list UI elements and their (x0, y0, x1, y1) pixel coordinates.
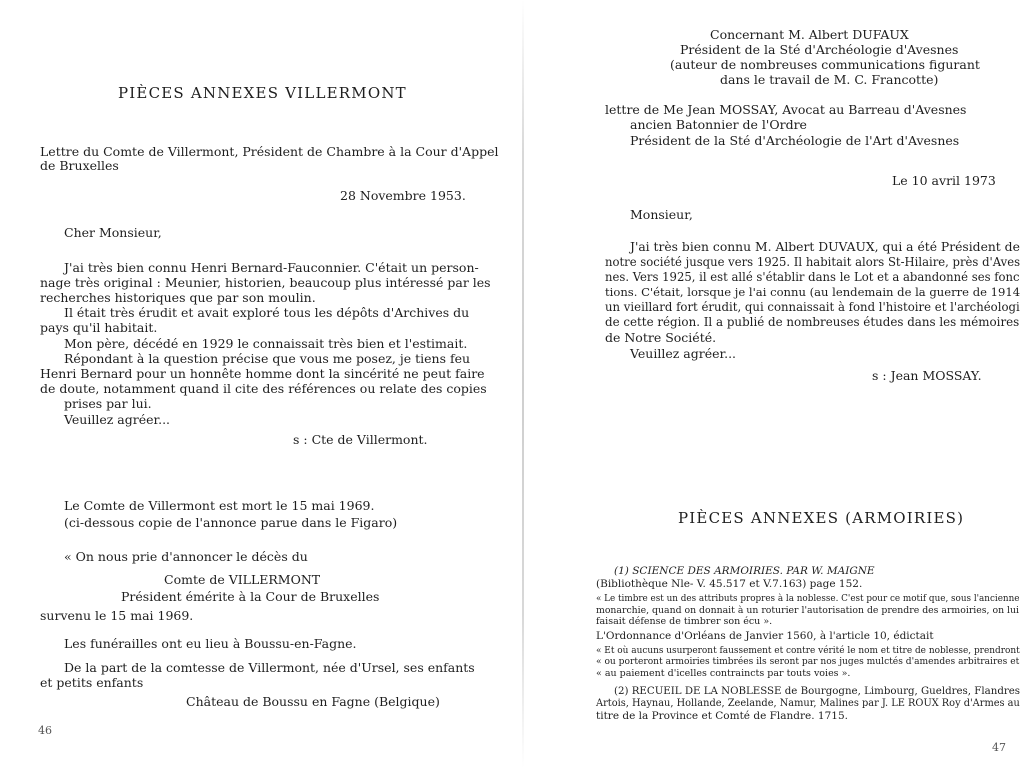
reference-source: (Bibliothèque Nle- V. 45.517 et V.7.163) page 152. (596, 578, 863, 590)
letter-signature: s : Cte de Villermont. (293, 432, 428, 447)
body-line: pays qu'il habitait. (40, 320, 158, 335)
letter-from-line: lettre de Me Jean MOSSAY, Avocat au Barreau d'Avesnes (605, 102, 967, 117)
letter-from-line: ancien Batonnier de l'Ordre (630, 117, 807, 132)
concern-line: dans le travail de M. C. Francotte) (720, 72, 939, 87)
body-line: J'ai très bien connu M. Albert DUVAUX, qui a été Président de (630, 240, 1020, 254)
concern-line: (auteur de nombreuses communications figurant (670, 57, 980, 72)
body-line: prises par lui. (64, 396, 152, 411)
body-line: Veuillez agréer... (64, 412, 171, 427)
letter-from-line: Président de la Sté d'Archéologie de l'Art d'Avesnes (630, 133, 960, 148)
body-line: nage très original : Meunier, historien, beaucoup plus intéressé par les (40, 275, 491, 290)
body-line: Veuillez agréer... (630, 346, 737, 361)
body-line: de cette région. Il a publié de nombreuses études dans les mémoires (605, 315, 1020, 329)
ordonnance-quote-line: « Et où aucuns usurperont faussement et contre vérité le nom et titre de noblesse, prendront (596, 646, 1020, 656)
reference-quote-line: « Le timbre est un des attributs propres à la noblesse. C'est pour ce motif que, sous l'ancienne (596, 594, 1020, 604)
page-heading: PIÈCES ANNEXES VILLERMONT (118, 84, 407, 102)
body-line: Henri Bernard pour un honnête homme dont la sincérité ne peut faire (40, 366, 485, 381)
reference-title: (1) SCIENCE DES ARMOIRIES. PAR W. MAIGNE (614, 565, 875, 577)
letter-date: 28 Novembre 1953. (340, 188, 466, 203)
death-line: Le Comte de Villermont est mort le 15 mai 1969. (64, 498, 375, 513)
announcement-name: Comte de VILLERMONT (164, 572, 321, 587)
ordonnance-quote-line: « au paiement d'icelles contraincts par touts voies ». (596, 668, 851, 679)
death-line: (ci-dessous copie de l'annonce parue dans le Figaro) (64, 515, 398, 530)
reference-quote-line: faisait défense de timbrer son écu ». (596, 616, 773, 627)
reference-quote-line: monarchie, quand on donnait à un roturier l'autorisation de prendre des armoiries, on lui (596, 605, 1019, 616)
ordonnance-quote-line: « ou porteront armoiries timbrées ils seront par nos juges mulctés d'amendes arbitraires et (596, 657, 1020, 667)
book-gutter (522, 0, 524, 768)
castle-line: Château de Boussu en Fagne (Belgique) (186, 694, 440, 709)
armoiries-heading: PIÈCES ANNEXES (ARMOIRIES) (678, 509, 965, 527)
family-line: De la part de la comtesse de Villermont, née d'Ursel, ses enfants (64, 660, 475, 675)
page-number: 47 (992, 741, 1006, 754)
family-line: et petits enfants (40, 675, 144, 690)
body-line: un vieillard fort érudit, qui connaissait à fond l'histoire et l'archéologi (605, 300, 1020, 314)
body-line: J'ai très bien connu Henri Bernard-Fauconnier. C'était un person- (64, 260, 479, 275)
letter-salutation: Cher Monsieur, (64, 225, 162, 240)
concern-line: Président de la Sté d'Archéologie d'Avesnes (680, 42, 959, 57)
letter-date: Le 10 avril 1973 (892, 173, 996, 188)
body-line: nes. Vers 1925, il est allé s'établir dans le Lot et a abandonné ses fonc (605, 270, 1020, 284)
body-line: recherches historiques que par son moulin. (40, 290, 316, 305)
letter-salutation: Monsieur, (630, 207, 693, 222)
body-line: Répondant à la question précise que vous me posez, je tiens feu (64, 351, 471, 366)
reference-two-line: (2) RECUEIL DE LA NOBLESSE de Bourgogne, Limbourg, Gueldres, Flandres (614, 686, 1021, 697)
body-line: tions. C'était, lorsque je l'ai connu (au lendemain de la guerre de 1914 (605, 285, 1021, 299)
body-line: Il était très érudit et avait exploré tous les dépôts d'Archives du (64, 305, 470, 320)
body-line: notre société jusque vers 1925. Il habitait alors St-Hilaire, près d'Aves (605, 255, 1021, 269)
letter-signature: s : Jean MOSSAY. (872, 368, 982, 383)
body-line: de Notre Société. (605, 330, 717, 345)
reference-two-line: Artois, Haynau, Hollande, Zeelande, Namur, Malines par J. LE ROUX Roy d'Armes au (596, 698, 1020, 709)
body-line: Mon père, décédé en 1929 le connaissait très bien et l'estimait. (64, 336, 468, 351)
announcement-opening: « On nous prie d'annoncer le décès du (64, 549, 308, 564)
announcement-date: survenu le 15 mai 1969. (40, 608, 194, 623)
ordonnance-line: L'Ordonnance d'Orléans de Janvier 1560, à l'article 10, édictait (596, 630, 934, 642)
right-page (530, 0, 1024, 768)
reference-two-line: titre de la Province et Comté de Flandre. 1715. (596, 710, 848, 722)
concern-line: Concernant M. Albert DUFAUX (710, 27, 909, 42)
body-line: de doute, notamment quand il cite des références ou relate des copies (40, 381, 487, 396)
funeral-line: Les funérailles ont eu lieu à Boussu-en-Fagne. (64, 636, 357, 651)
announcement-title: Président émérite à la Cour de Bruxelles (121, 589, 380, 604)
page-number: 46 (38, 724, 52, 737)
letter-intro-line: de Bruxelles (40, 158, 119, 173)
letter-intro-line: Lettre du Comte de Villermont, Président de Chambre à la Cour d'Appel (40, 144, 499, 159)
